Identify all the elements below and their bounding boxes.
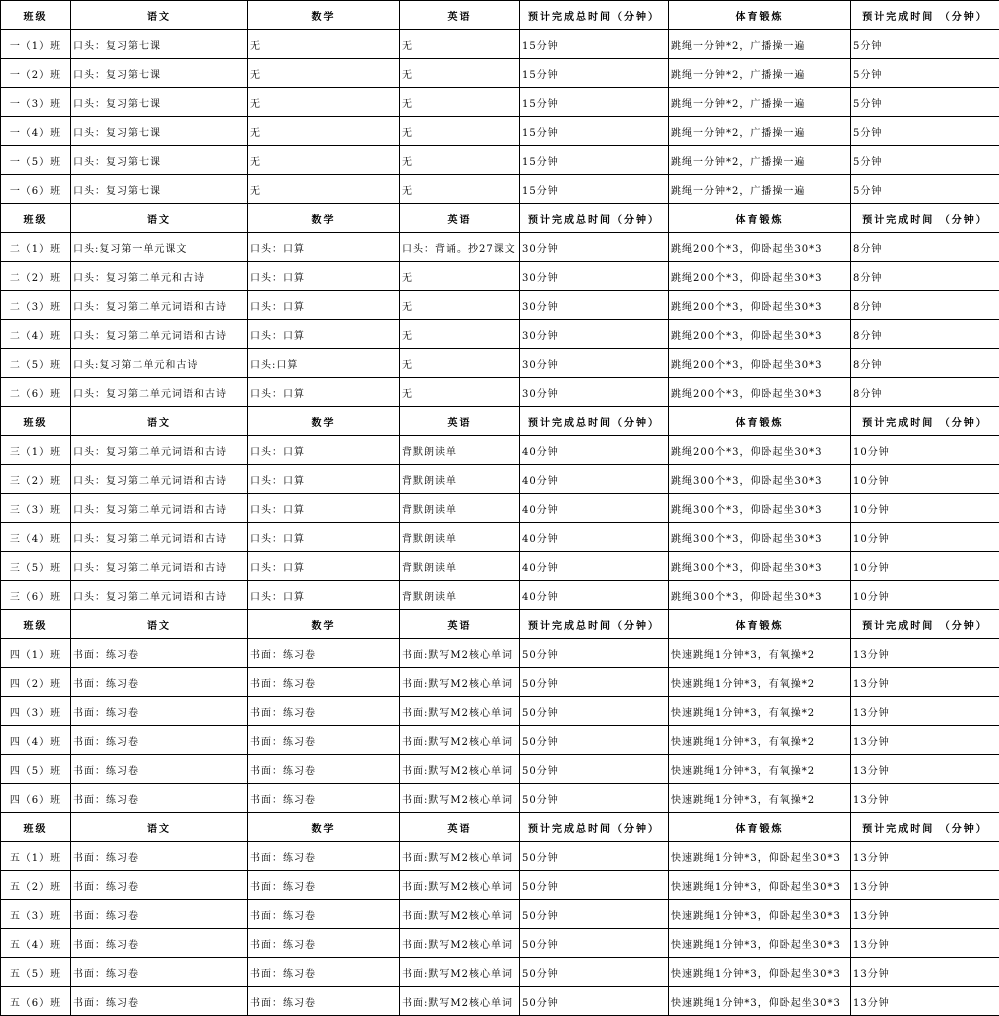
cell-pe-time: 5分钟 xyxy=(851,88,999,117)
cell-math: 口头:口算 xyxy=(248,349,400,378)
table-row xyxy=(1,320,999,349)
header-class: 班级 xyxy=(1,204,71,233)
cell-english: 书面:默写M2核心单词 xyxy=(400,929,520,958)
cell-pe-time: 13分钟 xyxy=(851,755,999,784)
header-pe: 体育锻炼 xyxy=(669,610,851,639)
cell-total-time: 15分钟 xyxy=(520,117,669,146)
table-row xyxy=(1,88,999,117)
cell-pe-time: 8分钟 xyxy=(851,320,999,349)
cell-english: 背默朗读单 xyxy=(400,552,520,581)
cell-english: 书面:默写M2核心单词 xyxy=(400,668,520,697)
header-class: 班级 xyxy=(1,407,71,436)
header-pe-time: 预计完成时间 （分钟） xyxy=(851,813,999,842)
cell-chinese: 书面：练习卷 xyxy=(71,900,248,929)
header-total-time: 预计完成总时间（分钟） xyxy=(520,204,669,233)
cell-math: 口头：口算 xyxy=(248,436,400,465)
cell-math: 口头：口算 xyxy=(248,378,400,407)
header-class: 班级 xyxy=(1,813,71,842)
cell-english: 无 xyxy=(400,378,520,407)
cell-class: 一（5）班 xyxy=(1,146,71,175)
cell-english: 书面:默写M2核心单词 xyxy=(400,639,520,668)
table-row xyxy=(1,349,999,378)
header-row xyxy=(1,813,999,842)
cell-math: 口头：口算 xyxy=(248,465,400,494)
cell-class: 一（1）班 xyxy=(1,30,71,59)
cell-pe: 跳绳300个*3，仰卧起坐30*3 xyxy=(669,581,851,610)
cell-chinese: 口头：复习第七课 xyxy=(71,146,248,175)
header-total-time: 预计完成总时间（分钟） xyxy=(520,610,669,639)
cell-total-time: 50分钟 xyxy=(520,871,669,900)
header-math: 数学 xyxy=(248,813,400,842)
header-row xyxy=(1,610,999,639)
cell-pe-time: 10分钟 xyxy=(851,494,999,523)
cell-total-time: 50分钟 xyxy=(520,668,669,697)
cell-class: 五（2）班 xyxy=(1,871,71,900)
cell-chinese: 书面：练习卷 xyxy=(71,639,248,668)
cell-chinese: 口头：复习第七课 xyxy=(71,88,248,117)
table-row xyxy=(1,871,999,900)
cell-pe-time: 13分钟 xyxy=(851,726,999,755)
table-row xyxy=(1,929,999,958)
header-chinese: 语文 xyxy=(71,204,248,233)
cell-pe-time: 10分钟 xyxy=(851,523,999,552)
cell-total-time: 15分钟 xyxy=(520,175,669,204)
cell-english: 书面:默写M2核心单词 xyxy=(400,784,520,813)
cell-class: 四（5）班 xyxy=(1,755,71,784)
cell-math: 口头：口算 xyxy=(248,320,400,349)
cell-chinese: 口头：复习第二单元词语和古诗 xyxy=(71,378,248,407)
cell-total-time: 50分钟 xyxy=(520,639,669,668)
cell-english: 口头：背诵。抄27课文 xyxy=(400,233,520,262)
cell-class: 三（6）班 xyxy=(1,581,71,610)
cell-chinese: 口头：复习第二单元词语和古诗 xyxy=(71,552,248,581)
cell-pe: 跳绳一分钟*2，广播操一遍 xyxy=(669,88,851,117)
table-row xyxy=(1,726,999,755)
cell-class: 四（2）班 xyxy=(1,668,71,697)
cell-class: 二（5）班 xyxy=(1,349,71,378)
cell-pe-time: 8分钟 xyxy=(851,349,999,378)
cell-pe: 跳绳一分钟*2，广播操一遍 xyxy=(669,146,851,175)
table-row xyxy=(1,987,999,1016)
table-row xyxy=(1,784,999,813)
cell-math: 口头：口算 xyxy=(248,262,400,291)
cell-chinese: 口头：复习第七课 xyxy=(71,117,248,146)
cell-total-time: 50分钟 xyxy=(520,929,669,958)
header-class: 班级 xyxy=(1,1,71,30)
cell-total-time: 50分钟 xyxy=(520,958,669,987)
cell-pe-time: 13分钟 xyxy=(851,668,999,697)
cell-total-time: 30分钟 xyxy=(520,378,669,407)
cell-english: 无 xyxy=(400,349,520,378)
header-pe: 体育锻炼 xyxy=(669,204,851,233)
cell-pe-time: 8分钟 xyxy=(851,233,999,262)
cell-math: 口头：口算 xyxy=(248,291,400,320)
cell-pe: 跳绳一分钟*2，广播操一遍 xyxy=(669,30,851,59)
cell-chinese: 口头：复习第七课 xyxy=(71,175,248,204)
cell-total-time: 15分钟 xyxy=(520,146,669,175)
cell-math: 书面：练习卷 xyxy=(248,668,400,697)
header-english: 英语 xyxy=(400,407,520,436)
cell-pe-time: 13分钟 xyxy=(851,958,999,987)
table-row xyxy=(1,465,999,494)
cell-pe-time: 5分钟 xyxy=(851,117,999,146)
table-row xyxy=(1,668,999,697)
cell-chinese: 书面：练习卷 xyxy=(71,668,248,697)
cell-pe: 快速跳绳1分钟*3，仰卧起坐30*3 xyxy=(669,929,851,958)
cell-class: 四（1）班 xyxy=(1,639,71,668)
cell-class: 三（5）班 xyxy=(1,552,71,581)
table-row xyxy=(1,59,999,88)
cell-total-time: 50分钟 xyxy=(520,784,669,813)
cell-chinese: 口头：复习第二单元词语和古诗 xyxy=(71,581,248,610)
cell-math: 无 xyxy=(248,30,400,59)
header-total-time: 预计完成总时间（分钟） xyxy=(520,1,669,30)
cell-total-time: 15分钟 xyxy=(520,88,669,117)
header-pe: 体育锻炼 xyxy=(669,407,851,436)
table-row xyxy=(1,30,999,59)
cell-total-time: 30分钟 xyxy=(520,291,669,320)
cell-pe-time: 8分钟 xyxy=(851,378,999,407)
header-math: 数学 xyxy=(248,407,400,436)
cell-class: 五（4）班 xyxy=(1,929,71,958)
cell-pe: 跳绳200个*3，仰卧起坐30*3 xyxy=(669,320,851,349)
cell-chinese: 书面：练习卷 xyxy=(71,697,248,726)
table-row xyxy=(1,117,999,146)
cell-math: 书面：练习卷 xyxy=(248,871,400,900)
header-row xyxy=(1,204,999,233)
cell-math: 无 xyxy=(248,146,400,175)
cell-class: 二（1）班 xyxy=(1,233,71,262)
cell-english: 书面:默写M2核心单词 xyxy=(400,900,520,929)
cell-class: 一（2）班 xyxy=(1,59,71,88)
cell-math: 书面：练习卷 xyxy=(248,929,400,958)
cell-total-time: 30分钟 xyxy=(520,233,669,262)
cell-class: 三（3）班 xyxy=(1,494,71,523)
cell-pe: 跳绳一分钟*2，广播操一遍 xyxy=(669,175,851,204)
cell-total-time: 50分钟 xyxy=(520,987,669,1016)
cell-class: 一（3）班 xyxy=(1,88,71,117)
cell-class: 二（4）班 xyxy=(1,320,71,349)
cell-chinese: 书面：练习卷 xyxy=(71,726,248,755)
table-row xyxy=(1,146,999,175)
cell-english: 背默朗读单 xyxy=(400,436,520,465)
cell-math: 书面：练习卷 xyxy=(248,987,400,1016)
cell-english: 背默朗读单 xyxy=(400,581,520,610)
header-chinese: 语文 xyxy=(71,813,248,842)
cell-chinese: 书面：练习卷 xyxy=(71,958,248,987)
table-row xyxy=(1,842,999,871)
header-math: 数学 xyxy=(248,204,400,233)
header-row xyxy=(1,1,999,30)
cell-total-time: 30分钟 xyxy=(520,320,669,349)
cell-pe: 快速跳绳1分钟*3，有氧操*2 xyxy=(669,668,851,697)
cell-english: 无 xyxy=(400,30,520,59)
cell-class: 四（4）班 xyxy=(1,726,71,755)
cell-english: 书面:默写M2核心单词 xyxy=(400,697,520,726)
cell-pe-time: 10分钟 xyxy=(851,581,999,610)
header-total-time: 预计完成总时间（分钟） xyxy=(520,813,669,842)
cell-total-time: 40分钟 xyxy=(520,523,669,552)
cell-pe: 快速跳绳1分钟*3，仰卧起坐30*3 xyxy=(669,871,851,900)
cell-pe-time: 13分钟 xyxy=(851,697,999,726)
table-row xyxy=(1,581,999,610)
cell-english: 书面:默写M2核心单词 xyxy=(400,871,520,900)
cell-class: 二（2）班 xyxy=(1,262,71,291)
cell-chinese: 口头：复习第七课 xyxy=(71,30,248,59)
cell-class: 三（4）班 xyxy=(1,523,71,552)
cell-english: 无 xyxy=(400,262,520,291)
cell-pe-time: 13分钟 xyxy=(851,639,999,668)
cell-total-time: 40分钟 xyxy=(520,436,669,465)
cell-math: 书面：练习卷 xyxy=(248,697,400,726)
cell-pe: 快速跳绳1分钟*3，有氧操*2 xyxy=(669,639,851,668)
cell-english: 书面:默写M2核心单词 xyxy=(400,726,520,755)
cell-pe-time: 5分钟 xyxy=(851,30,999,59)
cell-total-time: 40分钟 xyxy=(520,552,669,581)
cell-class: 一（4）班 xyxy=(1,117,71,146)
cell-english: 书面:默写M2核心单词 xyxy=(400,958,520,987)
cell-math: 无 xyxy=(248,175,400,204)
table-row xyxy=(1,494,999,523)
cell-class: 三（2）班 xyxy=(1,465,71,494)
cell-chinese: 口头:复习第一单元课文 xyxy=(71,233,248,262)
cell-math: 无 xyxy=(248,117,400,146)
cell-total-time: 15分钟 xyxy=(520,30,669,59)
table-row xyxy=(1,552,999,581)
header-pe: 体育锻炼 xyxy=(669,813,851,842)
table-row xyxy=(1,523,999,552)
header-math: 数学 xyxy=(248,610,400,639)
cell-math: 书面：练习卷 xyxy=(248,784,400,813)
cell-chinese: 口头：复习第二单元词语和古诗 xyxy=(71,320,248,349)
cell-total-time: 50分钟 xyxy=(520,726,669,755)
cell-pe-time: 8分钟 xyxy=(851,262,999,291)
cell-pe: 跳绳300个*3，仰卧起坐30*3 xyxy=(669,552,851,581)
cell-class: 三（1）班 xyxy=(1,436,71,465)
cell-english: 无 xyxy=(400,117,520,146)
cell-math: 书面：练习卷 xyxy=(248,726,400,755)
header-english: 英语 xyxy=(400,1,520,30)
table-row xyxy=(1,639,999,668)
cell-english: 无 xyxy=(400,175,520,204)
cell-chinese: 书面：练习卷 xyxy=(71,784,248,813)
cell-chinese: 口头：复习第二单元词语和古诗 xyxy=(71,465,248,494)
cell-pe: 跳绳300个*3，仰卧起坐30*3 xyxy=(669,494,851,523)
table-row xyxy=(1,233,999,262)
table-row xyxy=(1,291,999,320)
cell-pe-time: 13分钟 xyxy=(851,784,999,813)
cell-chinese: 书面：练习卷 xyxy=(71,842,248,871)
header-english: 英语 xyxy=(400,204,520,233)
cell-english: 背默朗读单 xyxy=(400,494,520,523)
cell-class: 二（3）班 xyxy=(1,291,71,320)
cell-pe-time: 13分钟 xyxy=(851,900,999,929)
cell-chinese: 口头:复习第二单元和古诗 xyxy=(71,349,248,378)
cell-pe: 跳绳200个*3，仰卧起坐30*3 xyxy=(669,378,851,407)
cell-pe: 跳绳200个*3，仰卧起坐30*3 xyxy=(669,436,851,465)
cell-pe: 跳绳200个*3，仰卧起坐30*3 xyxy=(669,349,851,378)
cell-english: 无 xyxy=(400,59,520,88)
cell-class: 二（6）班 xyxy=(1,378,71,407)
cell-total-time: 15分钟 xyxy=(520,59,669,88)
cell-class: 五（5）班 xyxy=(1,958,71,987)
cell-total-time: 50分钟 xyxy=(520,697,669,726)
cell-pe: 跳绳300个*3，仰卧起坐30*3 xyxy=(669,465,851,494)
cell-total-time: 40分钟 xyxy=(520,494,669,523)
cell-chinese: 书面：练习卷 xyxy=(71,755,248,784)
cell-pe: 快速跳绳1分钟*3，有氧操*2 xyxy=(669,697,851,726)
header-pe-time: 预计完成时间 （分钟） xyxy=(851,1,999,30)
cell-pe: 快速跳绳1分钟*3，有氧操*2 xyxy=(669,726,851,755)
cell-english: 无 xyxy=(400,291,520,320)
header-pe-time: 预计完成时间 （分钟） xyxy=(851,610,999,639)
cell-math: 书面：练习卷 xyxy=(248,639,400,668)
cell-math: 口头：口算 xyxy=(248,233,400,262)
header-pe: 体育锻炼 xyxy=(669,1,851,30)
cell-chinese: 口头：复习第二单元词语和古诗 xyxy=(71,291,248,320)
table-row xyxy=(1,900,999,929)
cell-math: 口头：口算 xyxy=(248,552,400,581)
table-row xyxy=(1,436,999,465)
header-english: 英语 xyxy=(400,813,520,842)
table-row xyxy=(1,958,999,987)
cell-pe: 快速跳绳1分钟*3，仰卧起坐30*3 xyxy=(669,900,851,929)
cell-english: 无 xyxy=(400,146,520,175)
cell-pe-time: 5分钟 xyxy=(851,175,999,204)
cell-chinese: 书面：练习卷 xyxy=(71,987,248,1016)
cell-class: 五（3）班 xyxy=(1,900,71,929)
cell-pe: 跳绳200个*3，仰卧起坐30*3 xyxy=(669,233,851,262)
cell-chinese: 口头：复习第二单元词语和古诗 xyxy=(71,494,248,523)
cell-pe: 快速跳绳1分钟*3，仰卧起坐30*3 xyxy=(669,842,851,871)
table-row xyxy=(1,378,999,407)
cell-pe-time: 13分钟 xyxy=(851,842,999,871)
cell-class: 一（6）班 xyxy=(1,175,71,204)
cell-pe: 快速跳绳1分钟*3，仰卧起坐30*3 xyxy=(669,987,851,1016)
header-chinese: 语文 xyxy=(71,610,248,639)
cell-pe-time: 10分钟 xyxy=(851,552,999,581)
cell-pe: 快速跳绳1分钟*3，有氧操*2 xyxy=(669,784,851,813)
cell-total-time: 40分钟 xyxy=(520,581,669,610)
table-row xyxy=(1,175,999,204)
cell-english: 无 xyxy=(400,88,520,117)
cell-chinese: 书面：练习卷 xyxy=(71,871,248,900)
cell-pe-time: 13分钟 xyxy=(851,987,999,1016)
cell-total-time: 50分钟 xyxy=(520,900,669,929)
header-total-time: 预计完成总时间（分钟） xyxy=(520,407,669,436)
cell-pe: 跳绳一分钟*2，广播操一遍 xyxy=(669,59,851,88)
cell-pe-time: 5分钟 xyxy=(851,59,999,88)
cell-total-time: 50分钟 xyxy=(520,842,669,871)
cell-math: 书面：练习卷 xyxy=(248,755,400,784)
header-math: 数学 xyxy=(248,1,400,30)
cell-total-time: 30分钟 xyxy=(520,262,669,291)
cell-class: 五（1）班 xyxy=(1,842,71,871)
header-pe-time: 预计完成时间 （分钟） xyxy=(851,204,999,233)
cell-pe: 跳绳300个*3，仰卧起坐30*3 xyxy=(669,523,851,552)
cell-chinese: 口头：复习第二单元词语和古诗 xyxy=(71,523,248,552)
cell-pe-time: 13分钟 xyxy=(851,929,999,958)
cell-total-time: 30分钟 xyxy=(520,349,669,378)
cell-class: 五（6）班 xyxy=(1,987,71,1016)
cell-pe: 快速跳绳1分钟*3，仰卧起坐30*3 xyxy=(669,958,851,987)
cell-math: 无 xyxy=(248,88,400,117)
cell-english: 书面:默写M2核心单词 xyxy=(400,755,520,784)
cell-english: 书面:默写M2核心单词 xyxy=(400,987,520,1016)
cell-pe-time: 13分钟 xyxy=(851,871,999,900)
cell-math: 口头：口算 xyxy=(248,494,400,523)
cell-math: 书面：练习卷 xyxy=(248,842,400,871)
cell-english: 无 xyxy=(400,320,520,349)
table-row xyxy=(1,697,999,726)
cell-math: 口头：口算 xyxy=(248,523,400,552)
cell-pe-time: 10分钟 xyxy=(851,436,999,465)
cell-math: 书面：练习卷 xyxy=(248,900,400,929)
cell-pe: 快速跳绳1分钟*3，有氧操*2 xyxy=(669,755,851,784)
cell-chinese: 书面：练习卷 xyxy=(71,929,248,958)
cell-chinese: 口头：复习第二单元词语和古诗 xyxy=(71,436,248,465)
table-row xyxy=(1,262,999,291)
cell-chinese: 口头：复习第七课 xyxy=(71,59,248,88)
cell-chinese: 口头：复习第二单元和古诗 xyxy=(71,262,248,291)
cell-english: 书面:默写M2核心单词 xyxy=(400,842,520,871)
cell-total-time: 50分钟 xyxy=(520,755,669,784)
cell-pe: 跳绳200个*3，仰卧起坐30*3 xyxy=(669,291,851,320)
header-row xyxy=(1,407,999,436)
cell-math: 书面：练习卷 xyxy=(248,958,400,987)
cell-class: 四（6）班 xyxy=(1,784,71,813)
cell-total-time: 40分钟 xyxy=(520,465,669,494)
cell-pe: 跳绳一分钟*2，广播操一遍 xyxy=(669,117,851,146)
cell-pe: 跳绳200个*3，仰卧起坐30*3 xyxy=(669,262,851,291)
header-chinese: 语文 xyxy=(71,407,248,436)
cell-math: 无 xyxy=(248,59,400,88)
cell-english: 背默朗读单 xyxy=(400,523,520,552)
table-row xyxy=(1,755,999,784)
cell-class: 四（3）班 xyxy=(1,697,71,726)
cell-pe-time: 10分钟 xyxy=(851,465,999,494)
header-chinese: 语文 xyxy=(71,1,248,30)
cell-pe-time: 5分钟 xyxy=(851,146,999,175)
cell-english: 背默朗读单 xyxy=(400,465,520,494)
header-class: 班级 xyxy=(1,610,71,639)
cell-pe-time: 8分钟 xyxy=(851,291,999,320)
header-english: 英语 xyxy=(400,610,520,639)
header-pe-time: 预计完成时间 （分钟） xyxy=(851,407,999,436)
cell-math: 口头：口算 xyxy=(248,581,400,610)
